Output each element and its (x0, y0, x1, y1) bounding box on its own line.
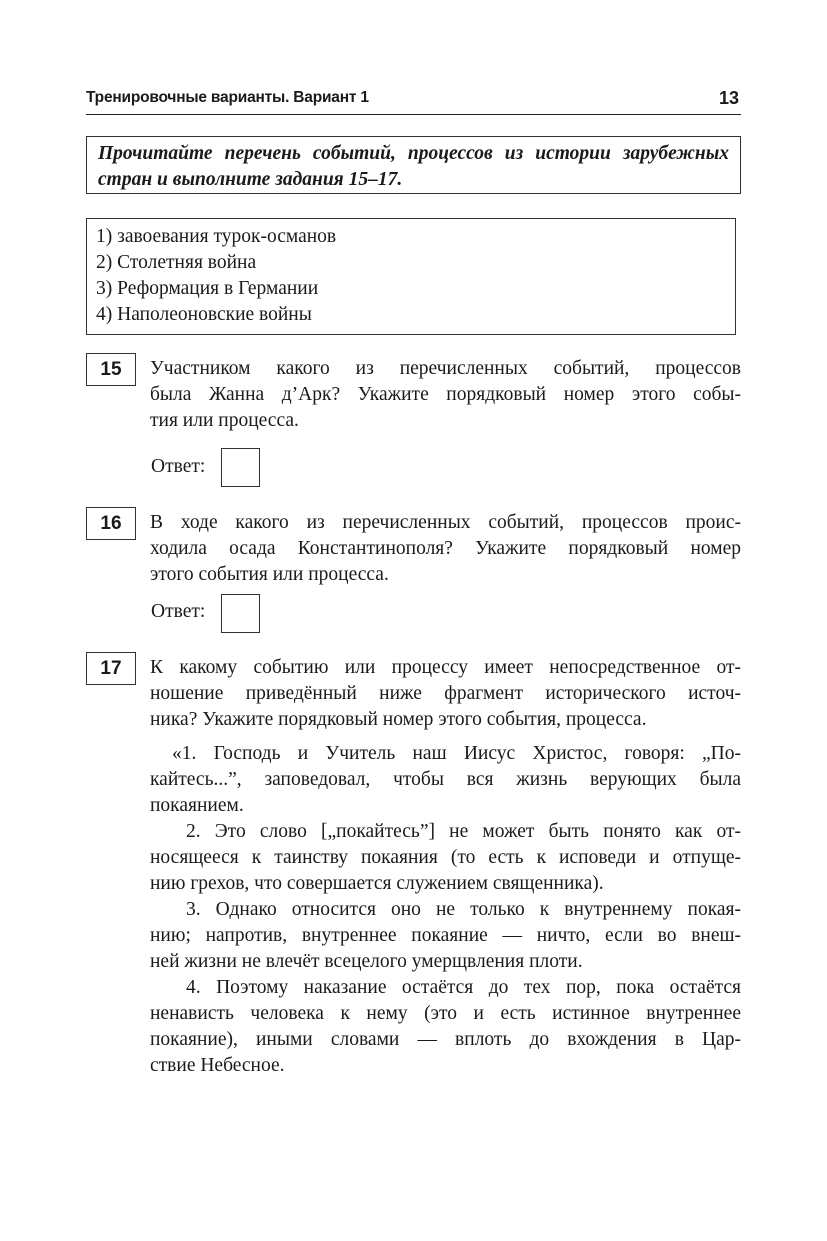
task-number-15: 15 (86, 353, 136, 386)
task-line: Участником какого из перечисленных событий, процессов (150, 358, 741, 379)
list-item: 4) Наполеоновские войны (96, 304, 312, 325)
task-line: тия или процесса. (150, 410, 299, 431)
quote-line: носящееся к таинству покаяния (то есть к исповеди и отпуще- (150, 847, 741, 868)
task-text-17 (150, 655, 741, 733)
quote-line: ней жизни не влечёт всецелого умерщвления плоти. (150, 951, 583, 972)
page-number: 13 (718, 88, 739, 108)
task-line: К какому событию или процессу имеет непосредственное от- (150, 657, 741, 678)
task-text-15 (150, 356, 741, 434)
quote-line: 4. Поэтому наказание остаётся до тех пор, пока остаётся (186, 977, 741, 998)
task-text-16 (150, 510, 741, 588)
list-item: 3) Реформация в Германии (96, 278, 319, 299)
task-line: ношение приведённый ниже фрагмент исторического источ- (150, 683, 741, 704)
quote-line: нию; напротив, внутреннее покаяние — ничто, если во внеш- (150, 925, 741, 946)
quote-line: покаянием. (150, 795, 244, 816)
source-quote (150, 741, 741, 1079)
task-number-17: 17 (86, 652, 136, 685)
instruction-line: Прочитайте перечень событий, процессов из истории зарубежных (98, 143, 729, 164)
list-item: 1) завоевания турок-османов (96, 226, 337, 247)
quote-line: покаяние), иными словами — вплоть до вхождения в Цар- (150, 1029, 741, 1050)
answer-label-16: Ответ: (151, 601, 206, 622)
quote-line: ствие Небесное. (150, 1055, 285, 1076)
task-line: этого события или процесса. (150, 564, 389, 585)
task-line: ника? Укажите порядковый номер этого события, процесса. (150, 709, 647, 730)
quote-line: нию грехов, что совершается служением священника). (150, 873, 604, 894)
running-title: Тренировочные варианты. Вариант 1 (86, 89, 369, 106)
running-head (86, 88, 741, 115)
quote-line: кайтесь...”, заповедовал, чтобы вся жизнь верующих была (150, 769, 741, 790)
quote-line: «1. Господь и Учитель наш Иисус Христос, говоря: „По- (172, 743, 741, 764)
instruction-line: стран и выполните задания 15–17. (98, 169, 403, 190)
quote-line: 3. Однако относится оно не только к внутреннему покая- (186, 899, 741, 920)
task-number-16: 16 (86, 507, 136, 540)
list-item: 2) Столетняя война (96, 252, 257, 273)
quote-line: 2. Это слово [„покайтесь”] не может быть понято как от- (186, 821, 741, 842)
event-list (86, 218, 736, 335)
instruction-box (86, 136, 741, 194)
answer-label-15: Ответ: (151, 456, 206, 477)
task-line: В ходе какого из перечисленных событий, процессов проис- (150, 512, 741, 533)
task-line: ходила осада Константинополя? Укажите порядковый номер (150, 538, 741, 559)
task-line: была Жанна д’Арк? Укажите порядковый номер этого собы- (150, 384, 741, 405)
answer-field-15[interactable] (221, 448, 260, 487)
quote-line: ненависть человека к нему (это и есть истинное внутреннее (150, 1003, 741, 1024)
answer-field-16[interactable] (221, 594, 260, 633)
